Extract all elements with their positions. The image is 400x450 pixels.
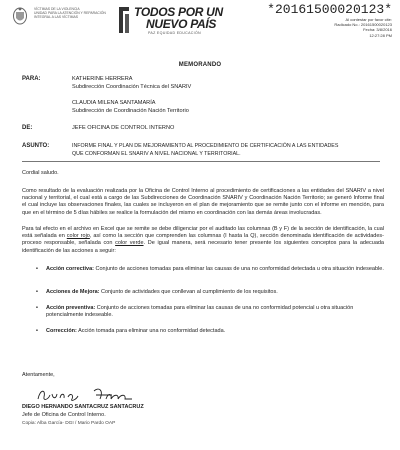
asunto-label: ASUNTO: [22,143,50,149]
government-slogan [134,6,223,35]
radicado-number: *20161500020123* [267,2,392,17]
highlight-red-label: color rojo [66,233,90,240]
slogan-line-2: NUEVO PAÍS [146,17,217,31]
definition-text: Acción tomada para eliminar una no conformidad detectada. [76,328,226,334]
coat-of-arms-icon [10,6,30,26]
closing: Atentamente, [22,372,55,378]
entity-line: VÍCTIMAS DE LA VIOLENCIA [34,7,80,11]
entity-line: UNIDAD PARA LA ATENCIÓN Y REPARACIÓN [34,11,106,15]
paragraph-2-text: . De igual manera, será necesario tener presente los siguientes conceptos para la adecuada identificación de las acciones a seguir: [22,240,384,254]
slogan-line-1: TODOS POR UN [134,5,223,19]
signer-name: DIEGO HERNANDO SANTACRUZ SANTACRUZ [22,404,144,410]
recipient-name: CLAUDIA MILENA SANTAMARÍA [72,100,156,106]
slogan-line-3: PAZ EQUIDAD EDUCACIÓN [148,31,201,35]
subject-line: INFORME FINAL Y PLAN DE MEJORAMIENTO AL PROCEDIMIENTO DE CERTIFICACIÓN A LAS ENTIDADES [72,143,339,149]
definition-text: Conjunto de actividades que conllevan al cumplimiento de los requisitos. [99,289,278,295]
definition-item [36,328,386,335]
definition-term: Corrección: [46,328,77,334]
recipient-unit: Subdirección de Coordinación Nación Territorio [72,108,189,114]
definition-term: Acción correctiva: [46,266,94,272]
radicado-line: Al contestar por favor cite: [345,17,392,22]
nuevo-pais-logo-icon [117,5,131,35]
recipient-unit: Subdirección Coordinación Técnica del SNARIV [72,84,192,90]
definition-text: Conjunto de acciones tomadas para eliminar las causas de una no conformidad detectada u otra situación indeseable. [94,266,384,272]
definition-item [36,289,386,296]
radicado-line: Fecha: 3/8/2016 [363,27,392,33]
memo-title: MEMORANDO [178,62,222,68]
bullet-icon: • [36,305,38,311]
definition-item [36,266,386,273]
body-paragraph-1: Como resultado de la evaluación realizada por la Oficina de Control Interno al procedimiento de certificaciones a las entidades del SNARIV a nivel nacional y territorial, el cual está a cargo de las Subdirecciones de Coordinación SNARIV y Coordinación Nación Territorio; se generó Informe final el cual incluye las observaciones finales, las cuales se incluyeron en el plan de mejoramiento que se remite junto con el informe en mención, para que en el término de 5 días hábiles se realice la formulación del mismo en coordinación con las demás áreas involucradas. [22,188,384,216]
definition-text: Conjunto de acciones tomadas para eliminar las causas de una no conformidad potencial u otra situación potencialmente indeseable. [46,305,354,319]
paragraph-2-text: Para tal efecto en el archivo en Excel que se remite se debe diligenciar por el auditado las columnas (B y F) de la sección de identificación, la cual está señalada en [22,226,384,240]
greeting: Cordial saludo. [22,170,59,176]
divider [22,161,380,162]
recipient-name: KATHERINE HERRERA [72,76,133,82]
bullet-icon: • [36,328,38,334]
bullet-icon: • [36,289,38,295]
body-paragraph-2 [22,226,384,255]
definition-item [36,305,386,319]
definition-term: Acciones de Mejora: [46,289,100,295]
copy-line: Copia: Alba García- DGI / Mario Pardo OAP [22,421,116,426]
highlight-green-label: color verde [115,240,144,247]
radicado-line: 12:27:28 PM [369,32,392,38]
entity-line: INTEGRAL A LAS VÍCTIMAS [34,15,78,19]
definition-term: Acción preventiva: [46,305,96,311]
subject-line: QUE CONFORMAN EL SNARIV A NIVEL NACIONAL Y TERRITORIAL. [72,151,241,157]
handwritten-signature [34,385,154,405]
radicado-line: Radicado No.: 20161500020123 [334,22,392,28]
de-label: DE: [22,125,33,131]
sender: JEFE OFICINA DE CONTROL INTERNO [72,125,175,131]
signer-title: Jefe de Oficina de Control Interno. [22,412,106,418]
paragraph-2-text: , así como la sección que comprenden las columnas (I hasta la Q), sección denominada identificación de actividades- proceso responsable, señalada con [22,233,384,247]
para-label: PARA: [22,76,41,82]
bullet-icon: • [36,266,38,272]
entity-name-block [34,7,106,19]
radicado-stamp [267,3,392,38]
